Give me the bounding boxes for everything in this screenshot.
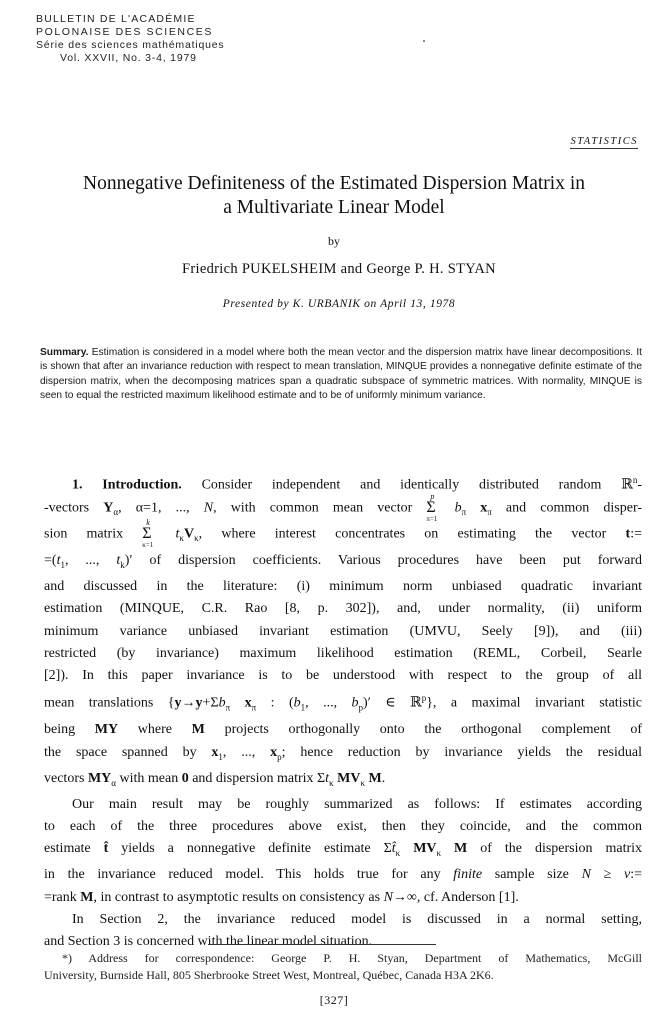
journal-header-line2: POLONAISE DES SCIENCES <box>36 26 213 38</box>
intro-line: restricted (by invariance) maximum likelihood estimation (REML, Corbeil, Searle <box>44 645 642 661</box>
paper-title-line1: Nonnegative Definiteness of the Estimated Dispersion Matrix in <box>82 173 585 194</box>
intro-line: In Section 2, the invariance reduced model is discussed in a normal setting, <box>72 911 642 927</box>
intro-line: to each of the three procedures above exist, then they coincide, and the common <box>44 819 642 834</box>
summary <box>40 346 642 404</box>
presented-by: Presented by K. URBANIK on April 13, 1978 <box>222 298 456 310</box>
intro-line: sion matrix Σ k κ=1 $t_\kappa V_\kappa$, where interest concentrates on estimating the vector t:= <box>44 518 643 550</box>
intro-line: $=(t_1$, ..., $t_k)'$ of dispersion coefficients. Various procedures have been put forward <box>44 552 643 570</box>
journal-header <box>36 13 224 65</box>
intro-line: 1. Introduction. Consider independent and identically distributed random ℝ$^n$- <box>72 475 643 493</box>
section-label: STATISTICS <box>570 136 638 147</box>
journal-header-line4: Vol. XXVII, No. 3-4, 1979 <box>60 52 197 64</box>
intro-line: and discussed in the literature: (i) minimum norm unbiased quadratic invariant <box>44 578 642 594</box>
footnote-rule <box>208 944 436 945</box>
intro-line: Our main result may be roughly summarized as follows: If estimates according <box>72 796 642 812</box>
intro-line: and Section 3 is concerned with the linear model situation. <box>44 934 373 950</box>
journal-header-line3: Série des sciences mathématiques <box>36 39 225 51</box>
print-speck <box>423 40 425 42</box>
footnote-line2: University, Burnside Hall, 805 Sherbrooke Street West, Montreal, Québec, Canada H3A 2K6. <box>44 968 494 982</box>
summary-label: Summary. <box>40 347 89 358</box>
intro-line: =rank M, in contrast to asymptotic results on consistency as N→∞, cf. Anderson [1]. <box>44 889 519 905</box>
intro-heading: 1. Introduction. <box>72 477 182 493</box>
journal-header-line1: BULLETIN DE L'ACADÉMIE <box>36 13 196 25</box>
intro-line: estimate t̂ yields a nonnegative definite estimate $\Sigma t̂_\kappa$ $MV_\kappa$ M of the dispersion matrix <box>44 841 643 859</box>
paper-title <box>20 172 648 220</box>
summary-text: Estimation is considered in a model where both the mean vector and the dispersion matrix have linear decompositions. It is shown that after an invariance reduction with respect to mean translation, MINQUE provides a nonnegative definite estimate of the dispersion matrix, when the decomposing matrices span a quadratic subspace of symmetric matrices. With normality, MINQUE is seen to equal the restricted maximum likelihood estimate and to be of uniformly minimum variance. <box>40 347 642 402</box>
intro-line: being MY where M projects orthogonally onto the orthogonal complement of <box>44 722 642 738</box>
footnote-line1: *) Address for correspondence: George P. H. Styan, Department of Mathematics, McGill <box>62 951 642 965</box>
introduction-body <box>44 469 642 954</box>
intro-line: the space spanned by $x_1$, ..., $x_p$; hence reduction by invariance yields the residual <box>44 744 643 762</box>
intro-line: minimum variance unbiased invariant estimation (UMVU, Seely [9]), and (iii) <box>44 623 642 639</box>
authors: Friedrich PUKELSHEIM and George P. H. STYAN <box>182 261 496 277</box>
by-line: by <box>328 234 340 248</box>
intro-line: estimation (MINQUE, C.R. Rao [8, p. 302]), and, under normality, (ii) uniform <box>44 601 642 617</box>
paper-title-line2: a Multivariate Linear Model <box>223 197 445 218</box>
footnote <box>44 950 642 984</box>
intro-line: in the invariance reduced model. This holds true for any finite sample size N ≥ v:= <box>44 867 643 883</box>
intro-line: vectors $MY_\alpha$ with mean 0 and dispersion matrix $\Sigma t_\kappa$ $MV_\kappa$ M. <box>44 770 386 788</box>
intro-line: mean translations {$y\to y+\Sigma b_\pi$ $x_\pi$ : ($b_1$, ..., $b_p)'$ ∈ ℝ$^p$}, a maximal invariant statistic <box>44 693 643 713</box>
intro-line: -vectors $Y_\alpha$, α=1, ..., N, with common mean vector Σ p π=1 $b_\pi$ $x_\pi$ and common disper- <box>44 491 643 523</box>
page-number: [327] <box>319 993 349 1007</box>
intro-line: [2]). In this paper invariance is to be understood with respect to the group of all <box>44 668 642 684</box>
